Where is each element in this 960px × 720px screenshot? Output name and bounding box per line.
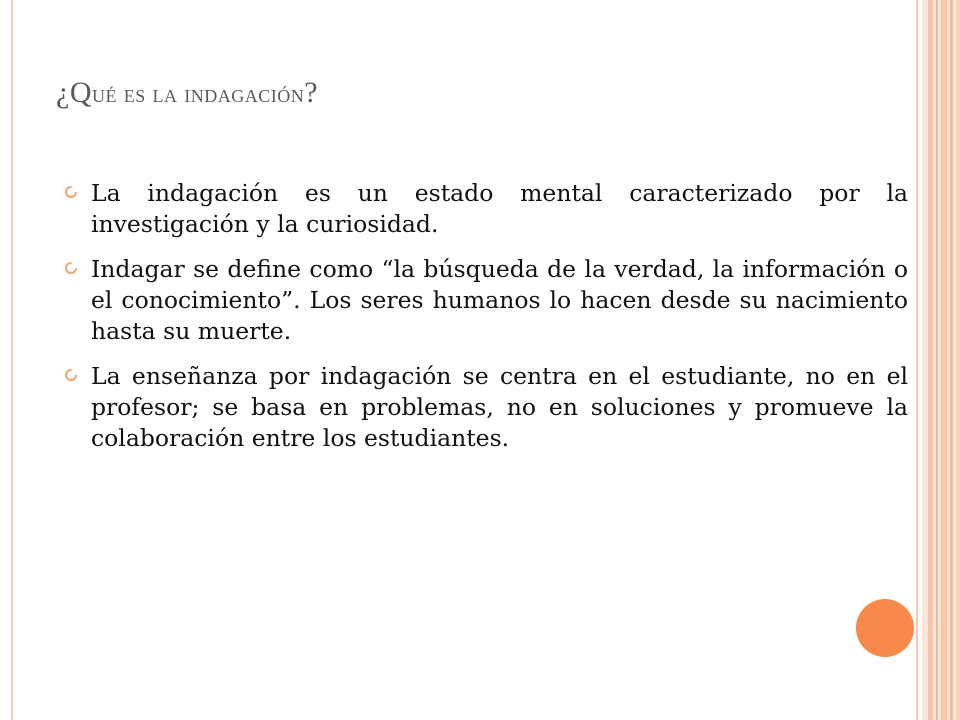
bullet-list: [64, 178, 908, 468]
title-prefix: ¿: [56, 76, 70, 109]
slide-title: [56, 76, 318, 110]
bullet-ring-icon: [64, 185, 78, 199]
stripe: [950, 0, 953, 720]
stripe: [956, 0, 960, 720]
bullet-ring-icon: [64, 261, 78, 275]
bullet-item: [64, 178, 908, 240]
title-rest: ué es la indagación: [92, 81, 305, 108]
bullet-item: [64, 361, 908, 454]
title-suffix: ?: [304, 76, 319, 109]
bullet-ring-icon: [64, 368, 78, 382]
stripe: [928, 0, 933, 720]
stripe: [941, 0, 947, 720]
bullet-item: [64, 254, 908, 347]
frame-left-line: [11, 0, 13, 720]
bullet-text: La indagación es un estado mental caracterizado por la investigación y la curiosidad.: [91, 179, 908, 238]
frame-right-line: [916, 0, 918, 720]
bullet-text: Indagar se define como “la búsqueda de la verdad, la información o el conocimiento”. Los seres humanos lo hacen desde su nacimiento hasta su muerte.: [91, 255, 908, 345]
stripe: [936, 0, 938, 720]
decorative-orange-circle: [856, 599, 914, 657]
title-first-letter: Q: [69, 76, 92, 109]
bullet-text: La enseñanza por indagación se centra en el estudiante, no en el profesor; se basa en problemas, no en soluciones y promueve la colaboración entre los estudiantes.: [91, 362, 908, 452]
